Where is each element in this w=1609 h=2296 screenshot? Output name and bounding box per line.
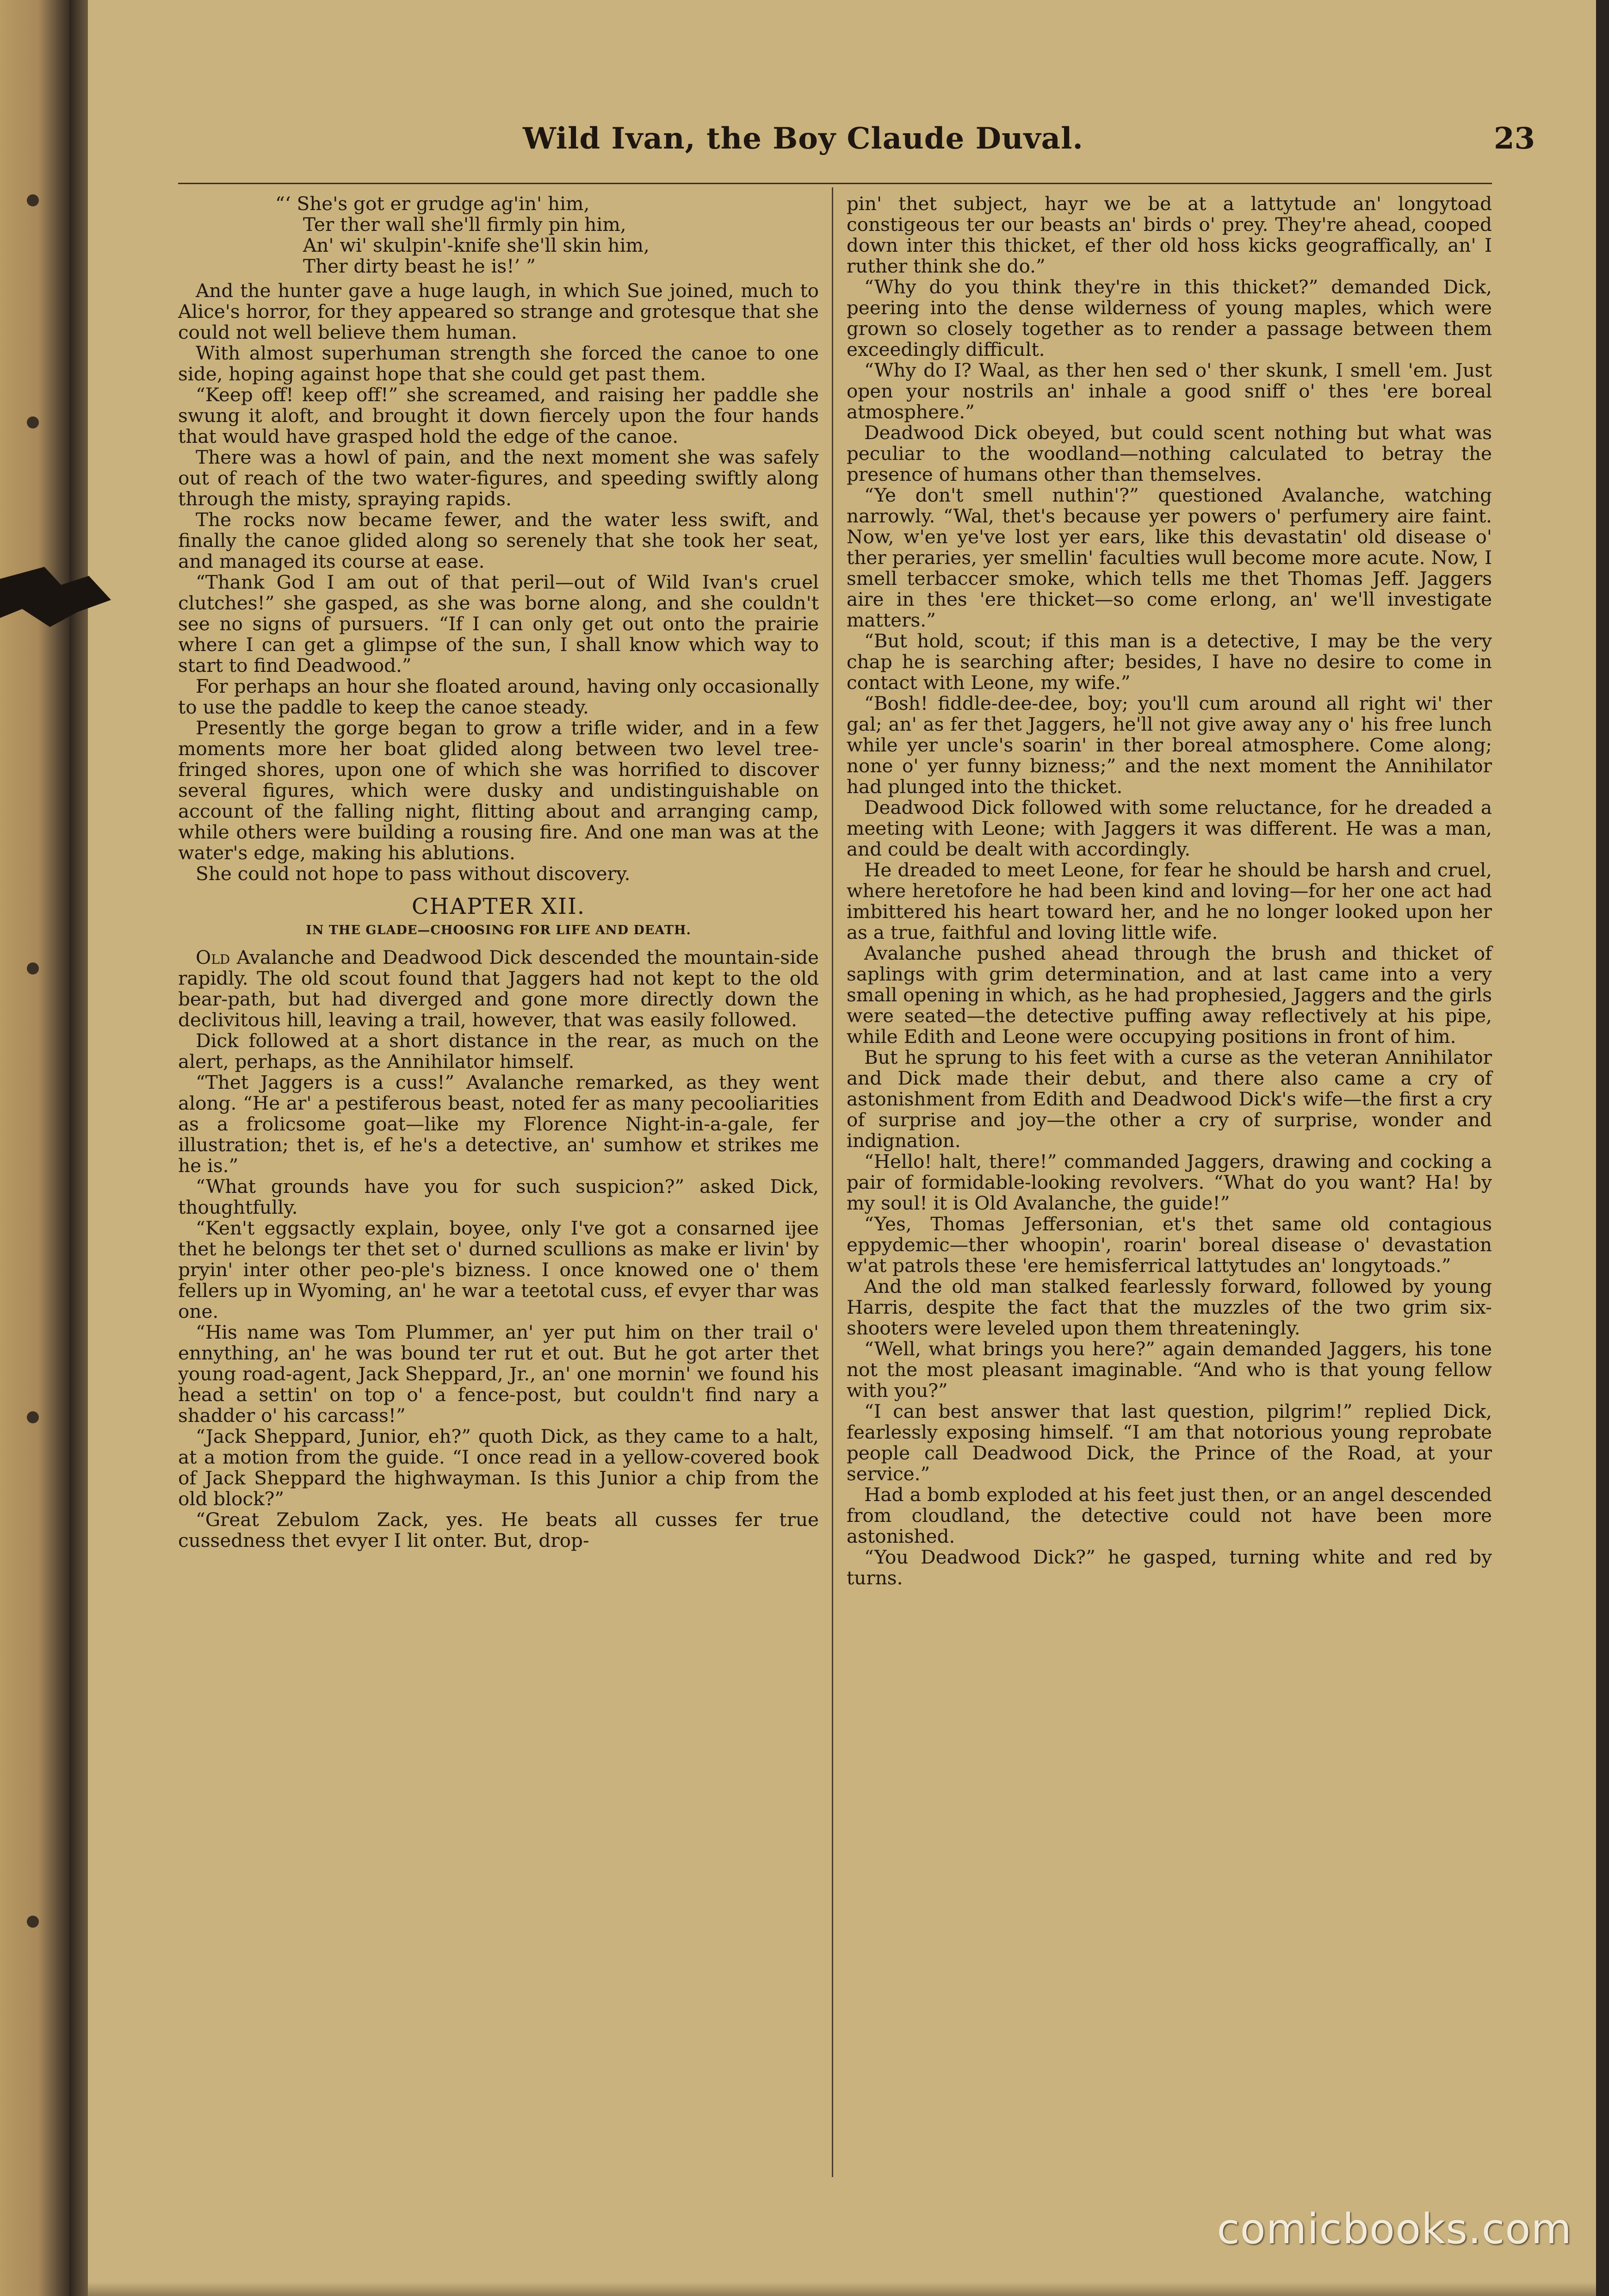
previous-page-edge <box>0 0 69 2296</box>
paragraph: “You Deadwood Dick?” he gasped, turning white and red by turns. <box>847 1546 1492 1589</box>
chapter-first-word: Old <box>196 946 230 968</box>
paragraph: She could not hope to pass without discovery. <box>196 863 631 885</box>
binding-hole <box>27 1916 39 1928</box>
paragraph: With almost superhuman strength she forced the canoe to one side, hoping against hope that she could get past them. <box>178 342 819 385</box>
running-header <box>190 121 1535 172</box>
paragraph: Deadwood Dick obeyed, but could scent nothing but what was peculiar to the woodland—nothing calculated to betray the presence of humans other than themselves. <box>847 422 1492 485</box>
chapter-subtitle: IN THE GLADE—CHOOSING FOR LIFE AND DEATH. <box>306 923 691 937</box>
binding-hole <box>27 962 39 974</box>
paragraph: “What grounds have you for such suspicion?” asked Dick, thoughtfully. <box>178 1175 819 1218</box>
paragraph: Dick followed at a short distance in the rear, as much on the alert, perhaps, as the Annihilator himself. <box>178 1030 819 1073</box>
paragraph: “Hello! halt, there!” commanded Jaggers, drawing and cocking a pair of formidable-looking revolvers. “What do you want? Ha! by my soul! it is Old Avalanche, the guide!” <box>847 1150 1492 1214</box>
paragraph: “Bosh! fiddle-dee-dee, boy; you'll cum around all right wi' ther gal; an' as fer thet Jaggers, he'll not give away any o' his free lunch while yer uncle's soarin' in ther boreal atmosphere. Come along; none o' yer funny bizness;” and the next moment the Annihilator had plunged into the thicket. <box>847 692 1492 798</box>
paragraph: And the old man stalked fearlessly forward, followed by young Harris, despite the fact that the muzzles of the two grim six-shooters were leveled upon them threateningly. <box>847 1275 1492 1339</box>
verse <box>178 193 819 277</box>
chapter-heading: CHAPTER XII. <box>411 894 586 919</box>
paragraph: “Jack Sheppard, Junior, eh?” quoth Dick, as they came to a halt, at a motion from the guide. “I once read in a yellow-covered book of Jack Sheppard the highwayman. Is this Junior a chip from the old block?” <box>178 1425 819 1510</box>
paragraph: Had a bomb exploded at his feet just then, or an angel descended from cloudland, the detective could not have been more astonished. <box>847 1483 1492 1547</box>
running-title: Wild Ivan, the Boy Claude Duval. <box>523 121 1083 156</box>
chapter-opening-text: Avalanche and Deadwood Dick descended the mountain-side rapidly. The old scout found that Jaggers had not kept to the old bear-path, but had diverged and gone more directly down the declivitous hill, leaving a trail, however, that was easily followed. <box>178 946 819 1031</box>
paragraph: “Why do you think they're in this thicket?” demanded Dick, peering into the dense wilderness of young maples, which were grown so closely together as to render a passage between them exceedingly difficult. <box>847 276 1492 360</box>
paragraph: “Yes, Thomas Jeffersonian, et's thet same old contagious eppydemic—ther whoopin', roarin' boreal disease o' devastation w'at patrols these 'ere hemisferrical lattytudes an' longytoads.” <box>847 1213 1492 1277</box>
paragraph: “Why do I? Waal, as ther hen sed o' ther skunk, I smell 'em. Just open your nostrils an' inhale a good sniff o' thes 'ere boreal atmosphere.” <box>847 359 1492 423</box>
paragraph: “His name was Tom Plummer, an' yer put him on ther trail o' ennything, an' he was bound ter rut et out. But he got arter thet young road-agent, Jack Sheppard, Jr., an' one mornin' we found his head a settin' on top o' a fence-post, but couldn't find nary a shadder o' his carcass!” <box>178 1321 819 1427</box>
paragraph: He dreaded to meet Leone, for fear he should be harsh and cruel, where heretofore he had been kind and loving—for her one act had imbittered his heart toward her, and he no longer looked upon her as a true, faithful and loving little wife. <box>847 859 1492 943</box>
paragraph: “Thank God I am out of that peril—out of Wild Ivan's cruel clutches!” she gasped, as she was borne along, and she couldn't see no signs of pursuers. “If I can only get out onto the prairie where I can get a glimpse of the sun, I shall know which way to start to find Deadwood.” <box>178 571 819 676</box>
chapter-opening-paragraph <box>178 947 819 1030</box>
paragraph: And the hunter gave a huge laugh, in which Sue joined, much to Alice's horror, for they appeared so strange and grotesque that she could not well believe them human. <box>178 279 819 343</box>
binding-hole <box>27 194 39 206</box>
paragraph: “But hold, scout; if this man is a detective, I may be the very chap he is searching after; besides, I have no desire to come in contact with Leone, my wife.” <box>847 630 1492 694</box>
paragraph: “Thet Jaggers is a cuss!” Avalanche remarked, as they went along. “He ar' a pestiferous beast, noted fer as many pecooliarities as a frolicsome goat—like my Florence Night-in-a-gale, fer illustration; thet is, ef he's a detective, an' sumhow et strikes me he is.” <box>178 1071 819 1177</box>
verse-line: Ter ther wall she'll firmly pin him, <box>303 213 626 236</box>
paragraph: But he sprung to his feet with a curse as the veteran Annihilator and Dick made their debut, and there also came a cry of astonishment from Edith and Deadwood Dick's wife—the first a cry of surprise and joy—the other a cry of surprise, wonder and indignation. <box>847 1046 1492 1152</box>
verse-line: An' wi' skulpin'-knife she'll skin him, <box>303 234 650 256</box>
paragraph: “Ken't eggsactly explain, boyee, only I've got a consarned ijee thet he belongs ter thet set o' durned scullions as make er livin' by pryin' inter other peo-ple's bizness. I once knowed one o' them fellers up in Wyoming, an' he war a teetotal cuss, ef evyer thar was one. <box>178 1217 819 1322</box>
binding-gutter <box>69 0 88 2296</box>
page-bottom-shadow <box>88 2282 1596 2296</box>
verse-line: Ther dirty beast he is!’ ” <box>303 255 536 277</box>
verse-line: “‘ She's got er grudge ag'in' him, <box>275 192 590 215</box>
paragraph: Deadwood Dick followed with some reluctance, for he dreaded a meeting with Leone; with Jaggers it was different. He was a man, and could be dealt with accordingly. <box>847 796 1492 860</box>
paragraph: There was a howl of pain, and the next moment she was safely out of reach of the two water-figures, and speeding swiftly along through the misty, spraying rapids. <box>178 446 819 510</box>
header-rule <box>178 183 1492 184</box>
left-column <box>178 193 819 1551</box>
binding-hole <box>27 416 39 428</box>
paragraph: Presently the gorge began to grow a trifle wider, and in a few moments more her boat glided along between two level tree-fringed shores, upon one of which she was horrified to discover several figures, which were dusky and undistinguishable on account of the falling night, flitting about and arranging camp, while others were building a rousing fire. And one man was at the water's edge, making his ablutions. <box>178 717 819 864</box>
binding-hole <box>27 1411 39 1423</box>
right-scan-edge <box>1596 0 1609 2296</box>
page-number: 23 <box>1493 121 1535 156</box>
site-watermark: comicbooks.com <box>1217 2205 1572 2253</box>
paragraph: The rocks now became fewer, and the water less swift, and finally the canoe glided along so serenely that she took her seat, and managed its course at ease. <box>178 509 819 572</box>
paragraph: “Great Zebulom Zack, yes. He beats all cusses fer true cussedness thet evyer I lit onter. But, drop- <box>178 1508 819 1551</box>
right-column <box>847 193 1492 1589</box>
paragraph: “Keep off! keep off!” she screamed, and raising her paddle she swung it aloft, and brought it down fiercely upon the four hands that would have grasped hold the edge of the canoe. <box>178 384 819 447</box>
paragraph: “Well, what brings you here?” again demanded Jaggers, his tone not the most pleasant imaginable. “And who is that young fellow with you?” <box>847 1338 1492 1402</box>
paragraph: “I can best answer that last question, pilgrim!” replied Dick, fearlessly exposing himself. “I am that notorious young reprobate people call Deadwood Dick, the Prince of the Road, at your service.” <box>847 1400 1492 1485</box>
paragraph: Avalanche pushed ahead through the brush and thicket of saplings with grim determination, and at last came into a very small opening in which, as he had prophesied, Jaggers and the girls were seated—the detective puffing away reflectively at his pipe, while Edith and Leone were occupying positions in front of him. <box>847 942 1492 1048</box>
paragraph: For perhaps an hour she floated around, having only occasionally to use the paddle to keep the canoe steady. <box>178 675 819 718</box>
paragraph: “Ye don't smell nuthin'?” questioned Avalanche, watching narrowly. “Wal, thet's because yer powers o' perfumery aire faint. Now, w'en ye've lost yer ears, like this devastatin' old disease o' ther peraries, yer smellin' faculties wull become more acute. Now, I smell terbaccer smoke, which tells me thet Thomas Jeff. Jaggers aire in thes 'ere thicket—so come erlong, an' we'll investigate matters.” <box>847 484 1492 631</box>
column-rule <box>832 187 833 2177</box>
paragraph: pin' thet subject, hayr we be at a lattytude an' longytoad constigeous ter our beasts an' birds o' prey. They're ahead, cooped down inter this thicket, ef ther old hoss kicks geograffically, an' I ruther think she do.” <box>847 192 1492 277</box>
